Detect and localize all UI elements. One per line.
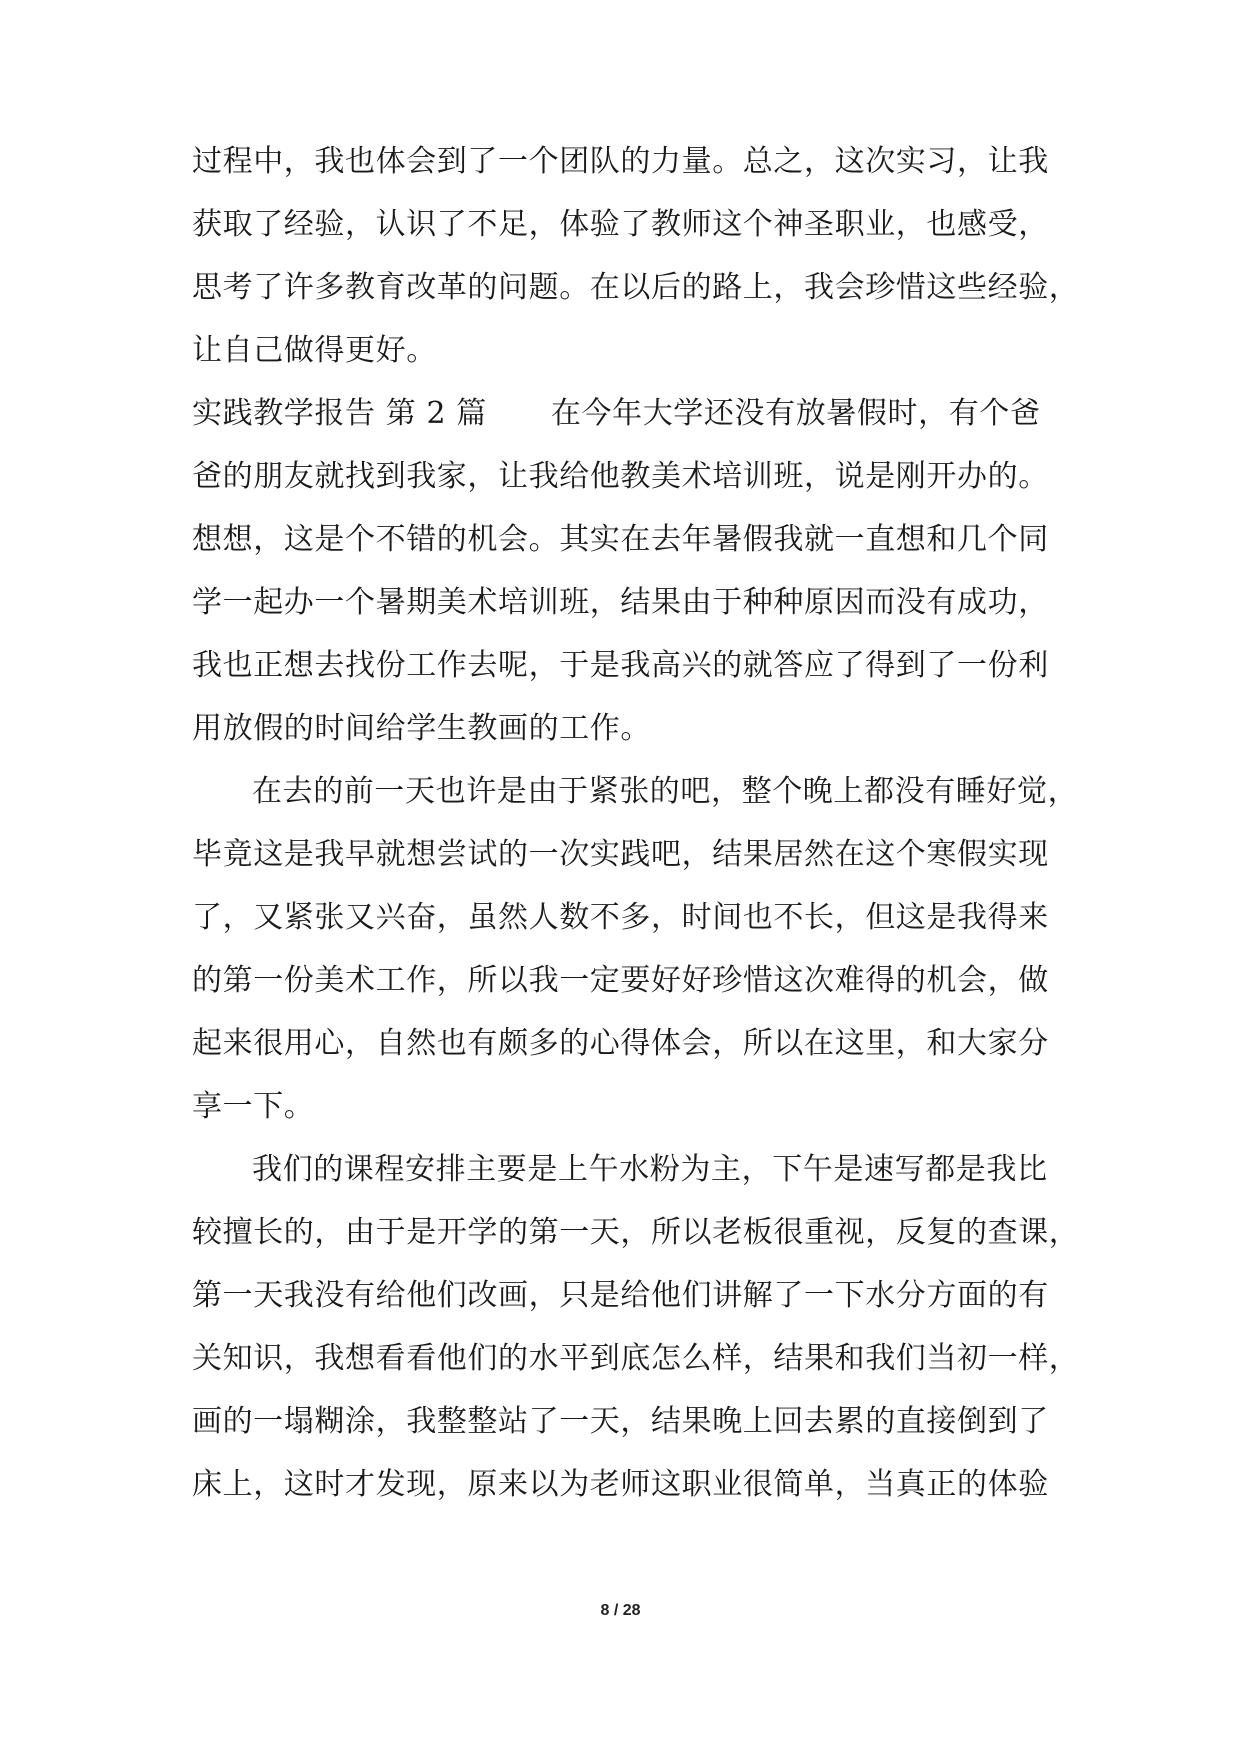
body-line: 起来很用心，自然也有颇多的心得体会，所以在这里，和大家分 [192, 1026, 1049, 1061]
body-line: 较擅长的，由于是开学的第一天，所以老板很重视，反复的查课， [192, 1215, 1080, 1250]
body-line: 思考了许多教育改革的问题。在以后的路上，我会珍惜这些经验， [192, 270, 1080, 305]
body-line: 我也正想去找份工作去呢，于是我高兴的就答应了得到了一份利 [192, 648, 1049, 683]
section-heading: 实践教学报告 第 2 篇 [192, 396, 487, 431]
section-heading-line [192, 394, 1052, 434]
body-line: 毕竟这是我早就想尝试的一次实践吧，结果居然在这个寒假实现 [192, 837, 1049, 872]
body-line: 的第一份美术工作，所以我一定要好好珍惜这次难得的机会，做 [192, 963, 1049, 998]
body-line: 床上，这时才发现，原来以为老师这职业很简单，当真正的体验 [192, 1467, 1049, 1502]
body-line: 享一下。 [192, 1089, 315, 1124]
body-line: 获取了经验，认识了不足，体验了教师这个神圣职业，也感受， [192, 207, 1049, 242]
body-line: 让自己做得更好。 [192, 333, 437, 368]
page-number: 8 / 28 [600, 1602, 641, 1619]
section-heading-continuation: 在今年大学还没有放暑假时，有个爸 [550, 396, 1041, 431]
body-line: 用放假的时间给学生教画的工作。 [192, 711, 651, 746]
body-line: 学一起办一个暑期美术培训班，结果由于种种原因而没有成功， [192, 585, 1049, 620]
body-line: 过程中，我也体会到了一个团队的力量。总之，这次实习，让我 [192, 144, 1049, 179]
body-line: 第一天我没有给他们改画，只是给他们讲解了一下水分方面的有 [192, 1278, 1049, 1313]
paragraph-first-line: 我们的课程安排主要是上午水粉为主，下午是速写都是我比 [252, 1152, 1048, 1187]
body-line: 了，又紧张又兴奋，虽然人数不多，时间也不长，但这是我得来 [192, 900, 1049, 935]
paragraph-first-line: 在去的前一天也许是由于紧张的吧，整个晚上都没有睡好觉， [252, 774, 1079, 809]
body-line: 画的一塌糊涂，我整整站了一天，结果晚上回去累的直接倒到了 [192, 1404, 1049, 1439]
body-line: 爸的朋友就找到我家，让我给他教美术培训班，说是刚开办的。 [192, 459, 1049, 494]
body-line: 想想，这是个不错的机会。其实在去年暑假我就一直想和几个同 [192, 522, 1049, 557]
body-line: 关知识，我想看看他们的水平到底怎么样，结果和我们当初一样， [192, 1341, 1080, 1376]
